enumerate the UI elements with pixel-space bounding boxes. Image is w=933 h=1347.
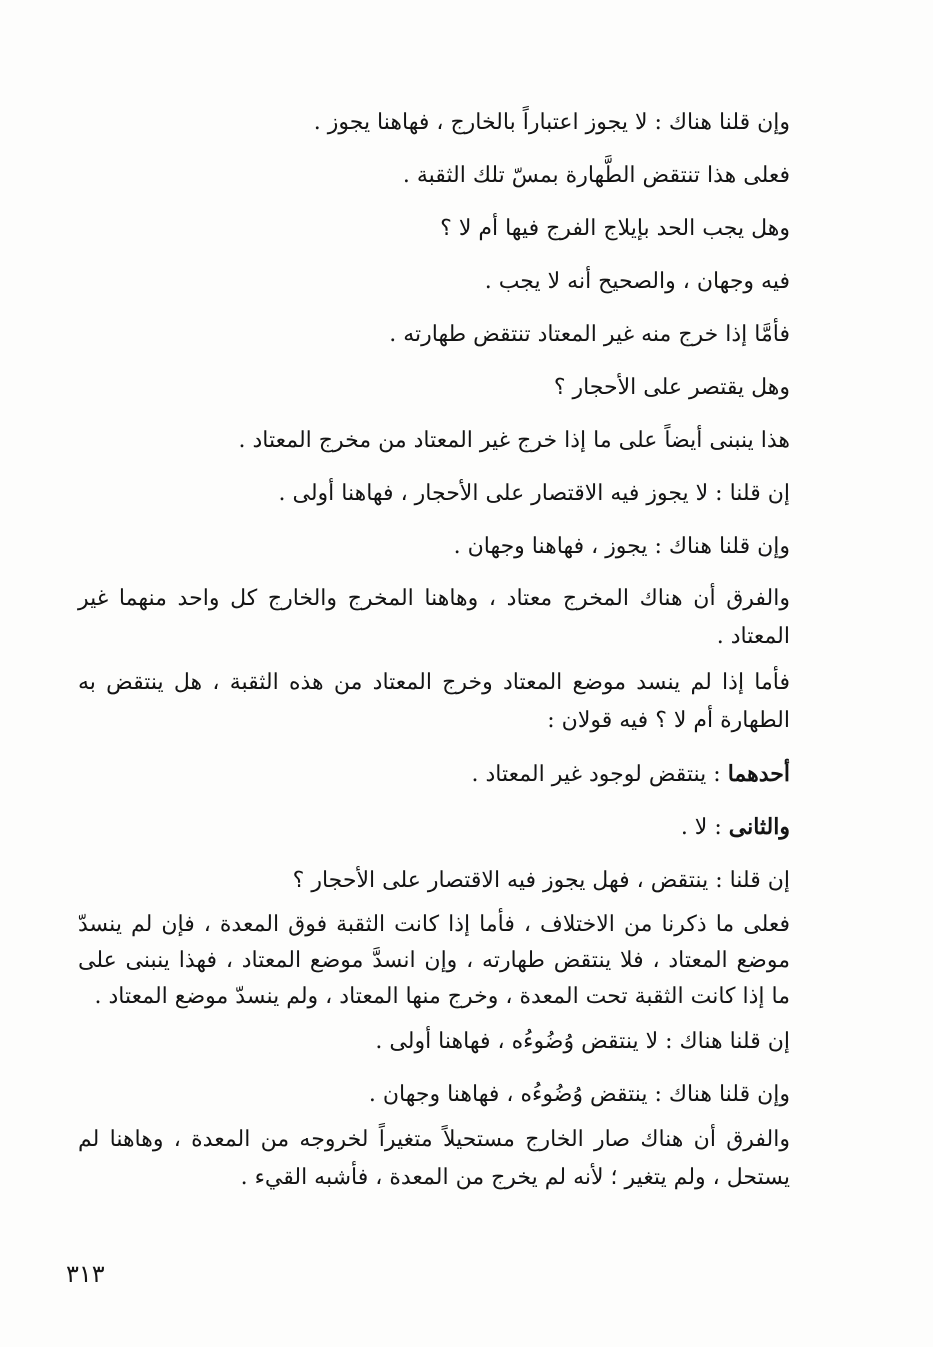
text-line: وإن قلنا هناك : ينتقض وُضُوءُه ، فهاهنا وجهان . — [368, 1082, 790, 1107]
text-line: وهل يقتصر على الأحجار ؟ — [553, 375, 790, 400]
text-line: فأمَّا إذا خرج منه غير المعتاد تنتقض طهارته . — [389, 322, 790, 347]
text-line: فيه وجهان ، والصحيح أنه لا يجب . — [484, 269, 790, 294]
text-line: فعلى هذا تنتقض الطَّهارة بمسّ تلك الثقبة . — [402, 163, 790, 188]
text-line: إن قلنا هناك : لا ينتقض وُضُوءُه ، فهاهنا أولى . — [375, 1029, 790, 1054]
first-opinion-label: أحدهما — [727, 761, 790, 787]
text-line: هذا ينبنى أيضاً على ما إذا خرج غير المعتاد من مخرج المعتاد . — [238, 428, 790, 453]
arabic-text-block — [78, 96, 820, 1197]
second-opinion-text: : لا . — [680, 815, 729, 840]
text-line: وهل يجب الحد بإيلاج الفرج فيها أم لا ؟ — [440, 216, 790, 241]
paragraph-amma: فأما إذا لم ينسد موضع المعتاد وخرج المعتاد من هذه الثقبة ، هل ينتقض به الطهارة أم لا ؟ فيه قولان : — [78, 670, 790, 733]
first-opinion-line — [78, 748, 820, 801]
text-line: إن قلنا : ينتقض ، فهل يجوز فيه الاقتصار على الأحجار ؟ — [292, 868, 790, 893]
text-line: وإن قلنا هناك : يجوز ، فهاهنا وجهان . — [453, 534, 790, 559]
text-line: إن قلنا : لا يجوز فيه الاقتصار على الأحجار ، فهاهنا أولى . — [278, 481, 790, 506]
paragraph-farq-2: والفرق أن هناك صار الخارج مستحيلاً متغيراً لخروجه من المعدة ، وهاهنا لم يستحل ، ولم يتغير ؛ لأنه لم يخرج من المعدة ، فأشبه القيء . — [78, 1127, 790, 1190]
text-line: وإن قلنا هناك : لا يجوز اعتباراً بالخارج ، فهاهنا يجوز . — [313, 110, 790, 135]
paragraph-farq-1: والفرق أن هناك المخرج معتاد ، وهاهنا المخرج والخارج كل واحد منهما غير المعتاد . — [78, 586, 790, 649]
first-opinion-text: : ينتقض لوجود غير المعتاد . — [471, 762, 728, 787]
page-number: ٣١٣ — [66, 1260, 105, 1288]
second-opinion-label: والثانى — [728, 814, 790, 840]
paragraph-fa-ala: فعلى ما ذكرنا من الاختلاف ، فأما إذا كانت الثقبة فوق المعدة ، فإن لم ينسدّ موضع المعتاد ، فلا ينتقض طهارته ، وإن انسدَّ موضع المعتاد ، فهذا ينبنى على ما إذا كانت الثقبة تحت المعدة ، وخرج منها المعتاد ، ولم ينسدّ موضع المعتاد . — [78, 912, 790, 1009]
second-opinion-line — [78, 801, 820, 854]
